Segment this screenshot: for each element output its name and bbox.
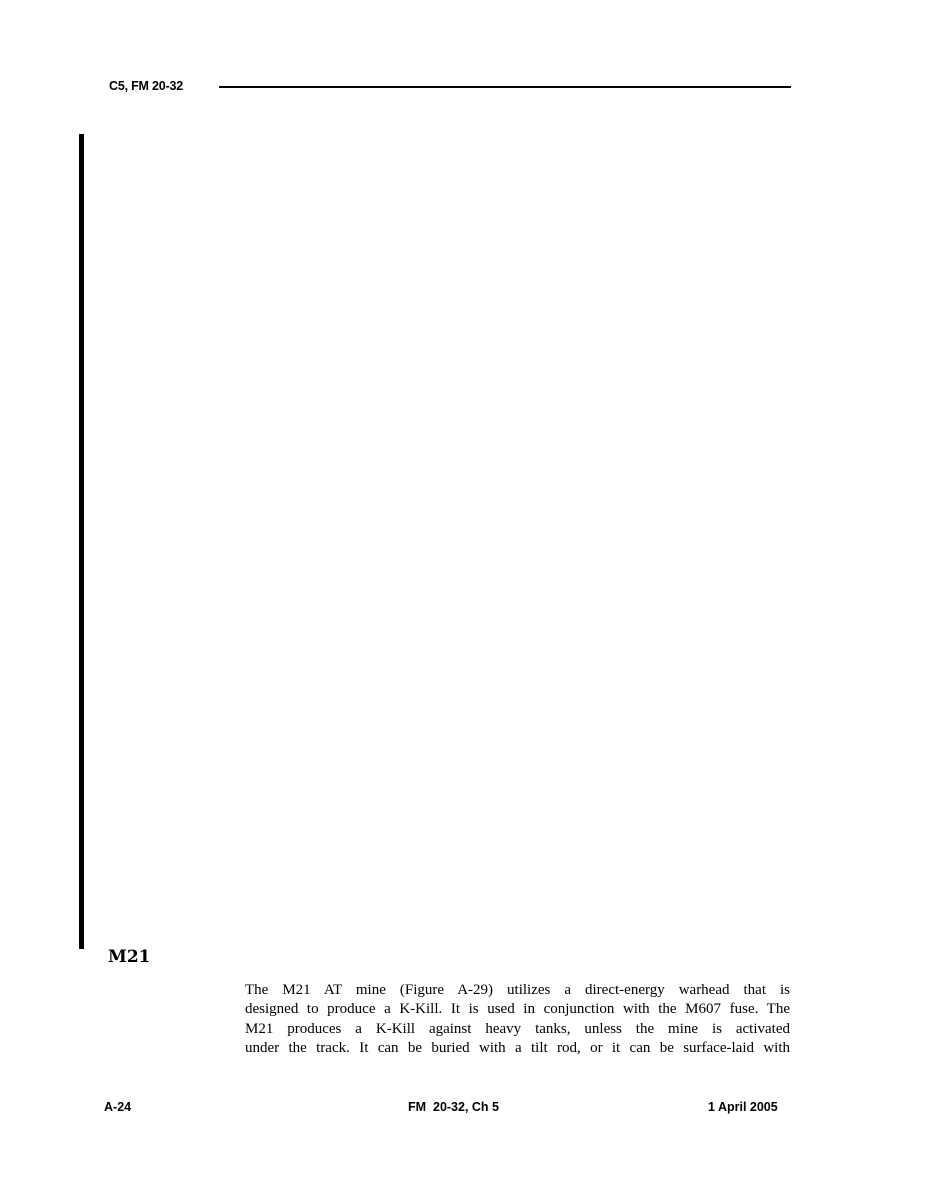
paragraph-line: under the track. It can be buried with a tilt rod, or it can be surface-laid with [245, 1039, 790, 1056]
change-bar [79, 134, 84, 949]
paragraph-line: M21 produces a K-Kill against heavy tanks, unless the mine is activated [245, 1020, 790, 1037]
footer-date: 1 April 2005 [708, 1100, 778, 1114]
paragraph-line: designed to produce a K-Kill. It is used in conjunction with the M607 fuse. The [245, 1001, 790, 1018]
running-header-document-id: C5, FM 20-32 [109, 79, 184, 93]
body-paragraph [245, 981, 790, 1058]
paragraph-line: The M21 AT mine (Figure A-29) utilizes a direct-energy warhead that is [245, 982, 790, 998]
footer-page-number: A-24 [104, 1100, 132, 1114]
footer-document-title: FM 20-32, Ch 5 [408, 1100, 499, 1114]
header-rule [219, 86, 791, 88]
section-heading: M21 [108, 947, 151, 967]
